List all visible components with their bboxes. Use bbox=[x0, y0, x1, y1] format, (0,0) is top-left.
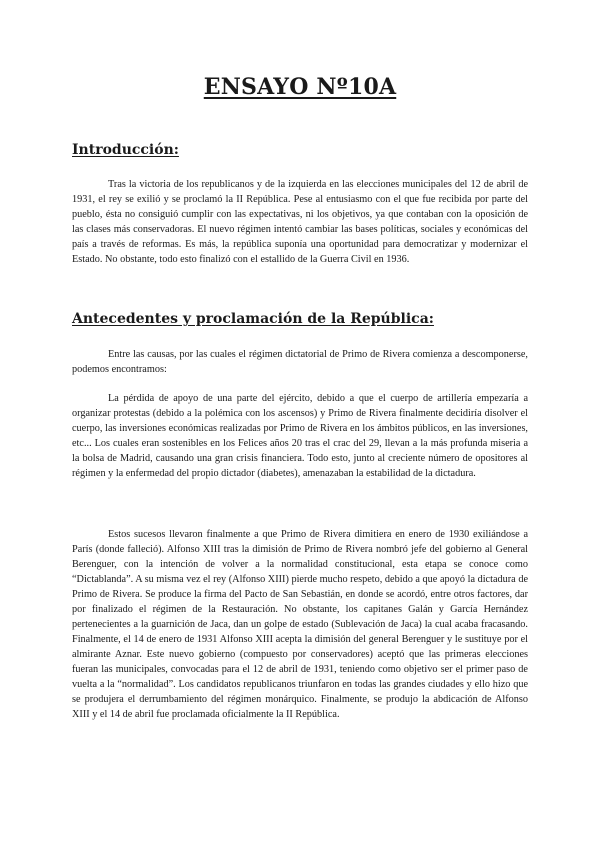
document-title: ENSAYO Nº10A bbox=[203, 74, 397, 100]
section-heading-introduccion: Introducción: bbox=[72, 142, 179, 158]
paragraph-causas-detalle: La pérdida de apoyo de una parte del ejército, debido a que el cuerpo de artillería empezaría a organizar protestas (debido a la polémica con los ascensos) y Primo de Rivera finalmente decidiría disolver el cuerpo, las inversiones económicas realizadas por Primo de Rivera en los ámbitos públicos, en las inversiones, etc... Los cuales eran sostenibles en los Felices años 20 tras el crac del 29, llevan a la más profunda miseria a la bolsa de Madrid, causando una gran crisis financiera. Todo esto, junto al creciente número de opositores al régimen y la enfermedad del propio dictador (diabetes), amenazaban la estabilidad de la dictadura. bbox=[72, 393, 528, 479]
paragraph-introduccion: Tras la victoria de los republicanos y de la izquierda en las elecciones municipales del 12 de abril de 1931, el rey se exilió y se proclamó la II República. Pese al entusiasmo con el que fue recibida por parte del pueblo, ésta no consiguió cumplir con las expectativas, ni los objetivos, ya que contaban con la oposición de las clases más conservadoras. El nuevo régimen intentó cambiar las bases políticas, sociales y económicas del país a través de reformas. Es más, la república suponía una oportunidad para democratizar y modernizar el Estado. No obstante, todo esto finalizó con el estallido de la Guerra Civil en 1936. bbox=[72, 179, 528, 265]
paragraph-causas-intro: Entre las causas, por las cuales el régimen dictatorial de Primo de Rivera comienza a descomponerse, podemos encontramos: bbox=[72, 349, 528, 375]
paragraph-proclamacion: Estos sucesos llevaron finalmente a que Primo de Rivera dimitiera en enero de 1930 exiliándose a París (donde falleció). Alfonso XIII tras la dimisión de Primo de Rivera nombró jefe del gobierno al General Berenguer, con la intención de volver a la normalidad constitucional, esta etapa se conoce como “Dictablanda”. A su misma vez el rey (Alfonso XIII) pierde mucho respeto, debido a que apoyó la dictadura de Primo de Rivera. Se produce la firma del Pacto de San Sebastián, en donde se acordó, entre otros factores, dar por finalizado el régimen de la Restauración. No obstante, los capitanes Galán y García Hernández pertenecientes a la guarnición de Jaca, dan un golpe de estado (Sublevación de Jaca) la cual acaba fracasando. Finalmente, el 14 de enero de 1931 Alfonso XIII acepta la dimisión del general Berenguer y le sustituye por el almirante Aznar. Este nuevo gobierno (compuesto por conservadores) aceptó que las primeras elecciones fueran las municipales, convocadas para el 12 de abril de 1931, teniendo como objetivo ser el primer paso de vuelta a la “normalidad”. Los candidatos republicanos triunfaron en todas las grandes ciudades y ello hizo que se produjera el derrumbamiento del régimen monárquico. Finalmente, se produjo la abdicación de Alfonso XIII y el 14 de abril fue proclamada oficialmente la II República. bbox=[72, 529, 528, 720]
section-heading-antecedentes: Antecedentes y proclamación de la República: bbox=[72, 311, 434, 327]
